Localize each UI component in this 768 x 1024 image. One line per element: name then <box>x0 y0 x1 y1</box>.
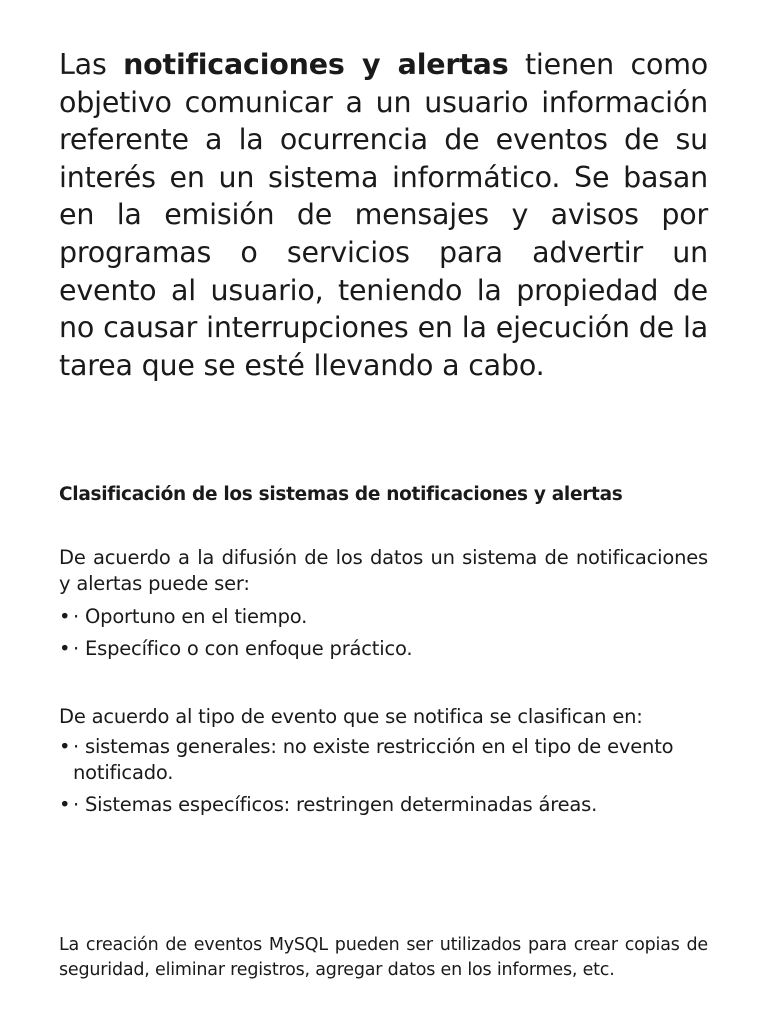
intro-bold-term: notificaciones y alertas <box>123 48 509 81</box>
section-heading: Clasificación de los sistemas de notificaciones y alertas <box>59 484 623 505</box>
list-item <box>59 792 708 818</box>
footer-paragraph: La creación de eventos MySQL pueden ser utilizados para crear copias de seguridad, eliminar registros, agregar datos en los informes, etc. <box>59 935 708 980</box>
intro-paragraph <box>59 46 708 384</box>
intro-lead: Las <box>59 48 107 81</box>
group2-text: De acuerdo al tipo de evento que se notifica se clasifican en: <box>59 705 643 728</box>
list-item <box>59 636 708 662</box>
list-item-text: · Oportuno en el tiempo. <box>73 605 308 628</box>
bullet-icon: • <box>59 793 71 816</box>
list-item <box>59 604 708 630</box>
list-item <box>59 734 708 786</box>
bullet-icon: • <box>59 735 71 758</box>
group1-list <box>59 604 708 668</box>
bullet-icon: • <box>59 637 71 660</box>
intro-rest: tienen como objetivo comunicar a un usuario información referente a la ocurrencia de eventos de su interés en un sistema informático. Se basan en la emisión de mensajes y avisos por programas o servicios para advertir un evento al usuario, teniendo la propiedad de no causar interrupciones en la ejecución de la tarea que se esté llevando a cabo. <box>59 48 709 382</box>
list-item-text: · Específico o con enfoque práctico. <box>73 637 413 660</box>
group2-list <box>59 734 708 824</box>
list-item-text: · sistemas generales: no existe restricción en el tipo de evento notificado. <box>73 735 674 784</box>
group1-text: De acuerdo a la difusión de los datos un sistema de notificaciones y alertas puede ser: <box>59 546 708 595</box>
list-item-text: · Sistemas específicos: restringen determinadas áreas. <box>73 793 598 816</box>
bullet-icon: • <box>59 605 71 628</box>
